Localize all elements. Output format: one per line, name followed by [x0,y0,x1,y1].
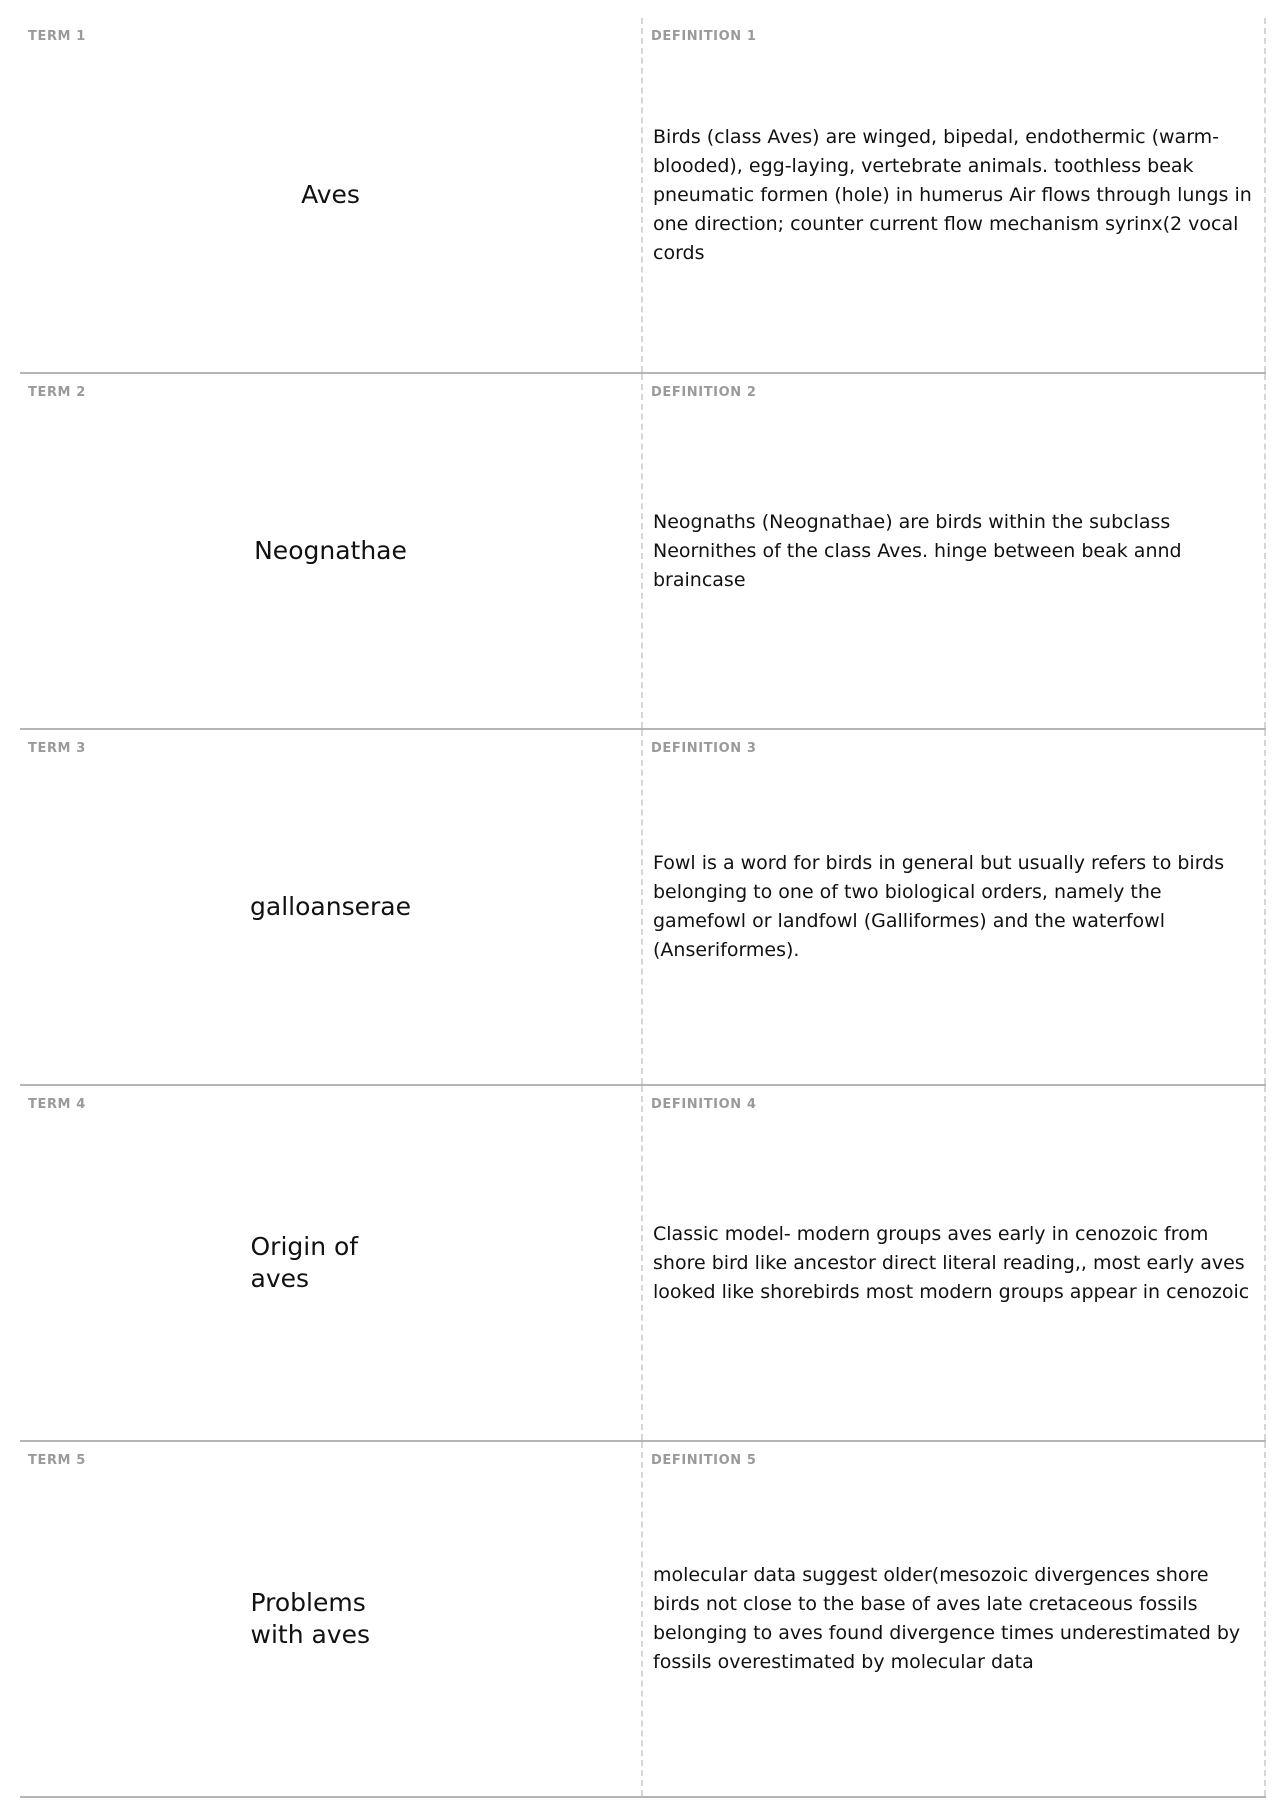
card-row [20,374,1266,730]
term-text: Problems with aves [250,1588,371,1649]
definition-text: Birds (class Aves) are winged, bipedal, endothermic (warm-blooded), egg-laying, vertebrate animals. toothless beak pneumatic formen (hole) in humerus Air flows through lungs in one direction; counter current flow mechanism syrinx(2 vocal cords [653,125,1252,264]
term-cell [20,18,643,372]
term-text: Aves [301,180,360,209]
flashcard-sheet [20,18,1266,1798]
definition-text: molecular data suggest older(mesozoic divergences shore birds not close to the base of aves late cretaceous fossils belonging to aves found divergence times underestimated by fossils overestimated by molecular data [653,1564,1241,1673]
definition-text-container [653,1442,1256,1796]
card-row [20,1086,1266,1442]
definition-cell [643,1086,1266,1440]
term-cell [20,730,643,1084]
term-label: TERM 2 [28,385,86,400]
card-row [20,1442,1266,1798]
definition-text: Classic model- modern groups aves early in cenozoic from shore bird like ancestor direct literal reading,, most early aves looked like shorebirds most modern groups appear in cenozoic [653,1222,1250,1303]
term-cell [20,1442,643,1796]
definition-label: DEFINITION 4 [651,1097,757,1112]
definition-text: Neognaths (Neognathae) are birds within the subclass Neornithes of the class Aves. hinge between beak annd braincase [653,510,1182,591]
definition-cell [643,18,1266,372]
term-cell [20,374,643,728]
definition-label: DEFINITION 1 [651,29,757,44]
definition-text-container [653,730,1256,1084]
term-label: TERM 5 [28,1453,86,1468]
term-label: TERM 1 [28,29,86,44]
term-label: TERM 3 [28,741,86,756]
term-text: galloanserae [250,892,411,921]
term-text-container [20,1442,641,1796]
definition-label: DEFINITION 2 [651,385,757,400]
card-row [20,730,1266,1086]
definition-text-container [653,374,1256,728]
definition-cell [643,374,1266,728]
definition-label: DEFINITION 5 [651,1453,757,1468]
term-cell [20,1086,643,1440]
term-text-container [20,18,641,372]
definition-cell [643,730,1266,1084]
term-text: Neognathae [254,536,407,565]
term-text-container [20,1086,641,1440]
definition-label: DEFINITION 3 [651,741,757,756]
term-text-container [20,374,641,728]
card-row [20,18,1266,374]
term-text-container [20,730,641,1084]
definition-text: Fowl is a word for birds in general but usually refers to birds belonging to one of two biological orders, namely the gamefowl or landfowl (Galliformes) and the waterfowl (Anseriformes). [653,852,1225,961]
term-label: TERM 4 [28,1097,86,1112]
definition-text-container [653,1086,1256,1440]
definition-cell [643,1442,1266,1796]
definition-text-container [653,18,1256,372]
term-text: Origin of aves [250,1232,359,1293]
